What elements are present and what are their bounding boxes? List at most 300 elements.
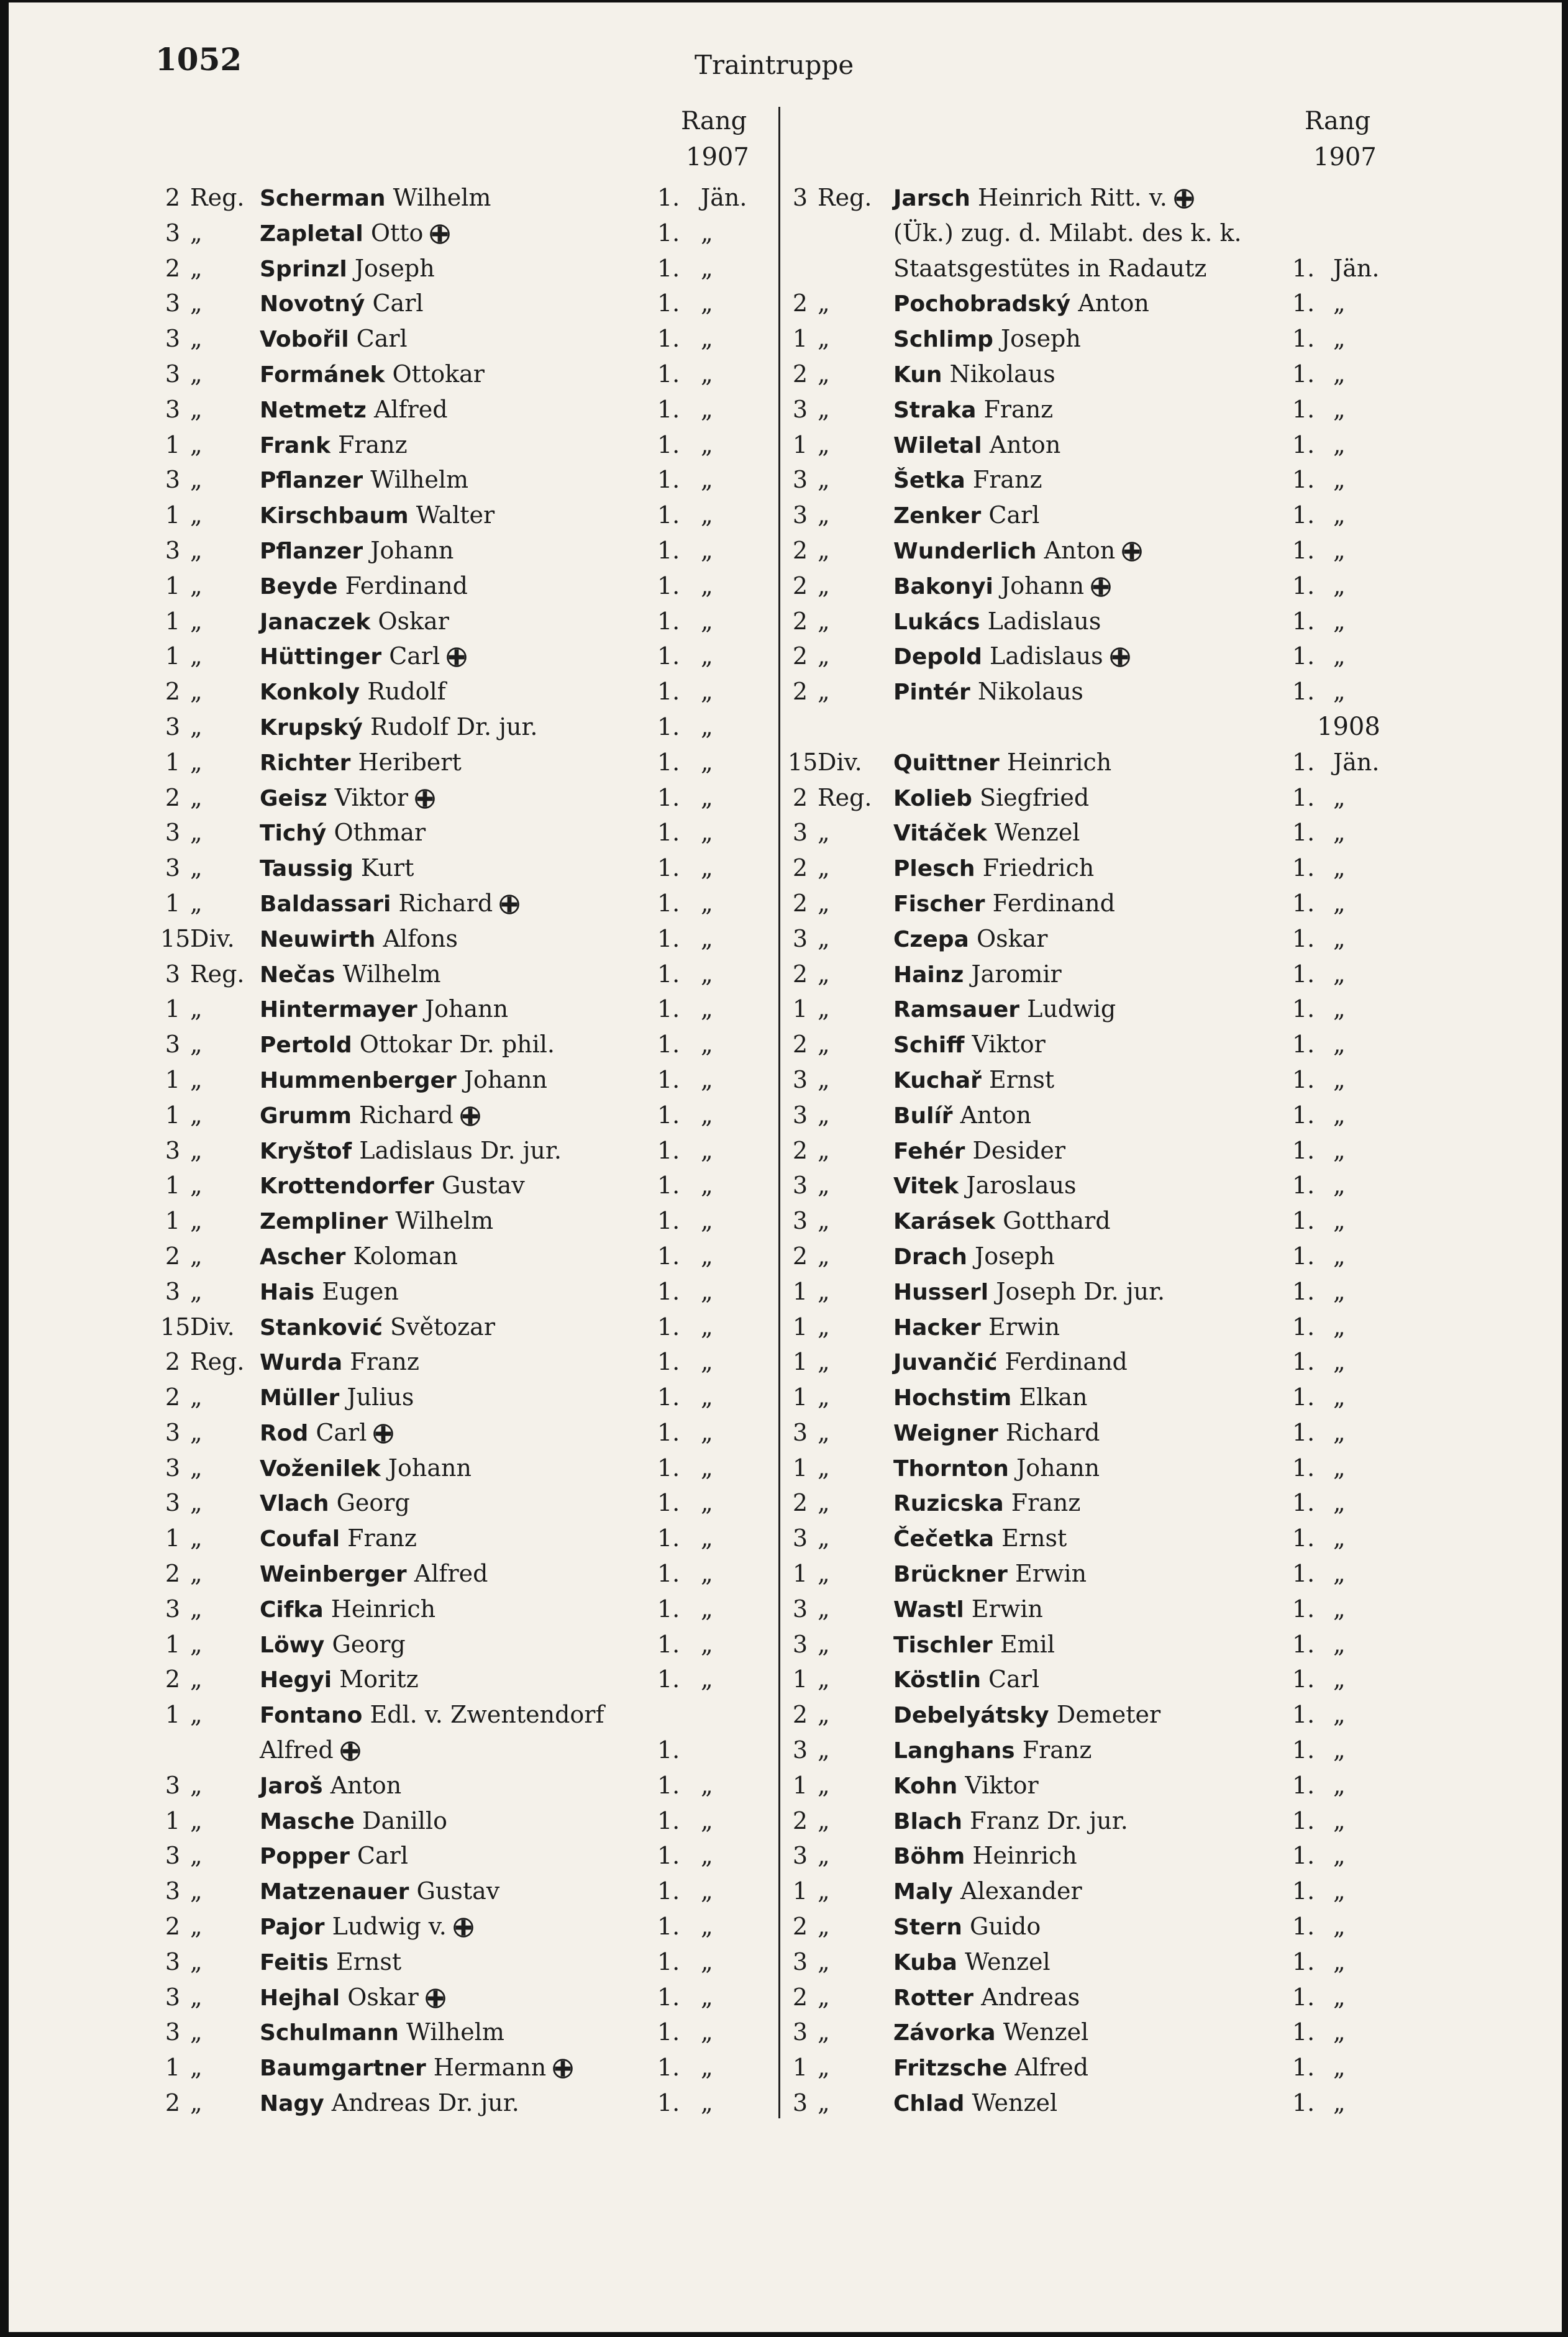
officer-name (260, 1980, 446, 2016)
officer-name (893, 1980, 1080, 2016)
officer-name (260, 745, 462, 781)
surname: Popper (260, 1844, 350, 1870)
regiment-number: 3 (792, 819, 808, 847)
rank-month: „ (1333, 924, 1346, 952)
given-name: Viktor (972, 1031, 1046, 1059)
rank-day: 1. (1292, 783, 1315, 811)
rank-day: 1. (1292, 748, 1315, 776)
unit-type: „ (818, 1207, 830, 1235)
officer-name (260, 251, 435, 288)
surname: Löwy (260, 1632, 325, 1658)
officer-row (160, 1239, 757, 1274)
surname: Fehér (893, 1138, 965, 1164)
surname: Hacker (893, 1314, 981, 1341)
rank-day: 1. (1292, 1524, 1315, 1552)
unit-type: „ (190, 1065, 203, 1093)
rank-month: „ (1333, 960, 1346, 988)
officer-row (160, 498, 757, 533)
officer-row (788, 1415, 1409, 1451)
rank-month: „ (1333, 1877, 1346, 1905)
unit-type: „ (190, 1806, 203, 1834)
officer-row (160, 286, 757, 321)
surname: Pflanzer (260, 468, 363, 494)
officer-name (893, 1592, 1043, 1628)
rank-month: „ (701, 1806, 713, 1834)
regiment-number: 3 (792, 501, 808, 529)
rank-month: „ (1333, 1207, 1346, 1235)
unit-type: „ (190, 289, 203, 317)
officer-name (893, 216, 1242, 252)
rank-month: „ (701, 1418, 713, 1446)
surname: Kohn (893, 1773, 958, 1799)
officer-name (260, 1662, 419, 1698)
officer-row (160, 1451, 757, 1486)
officer-row (788, 1803, 1409, 1839)
surname: Hüttinger (260, 644, 382, 670)
unit-type: „ (190, 395, 203, 423)
rank-day: 1. (657, 1418, 680, 1446)
rank-month: „ (701, 995, 713, 1023)
rank-month: „ (701, 1489, 713, 1517)
rang-label: Rang (1305, 107, 1371, 135)
regiment-number: 3 (165, 289, 181, 317)
surname: Wiletal (893, 432, 982, 458)
military-cross-icon (1121, 541, 1142, 562)
regiment-number: 1 (792, 1277, 808, 1305)
given-name: Alfred (1014, 2054, 1089, 2082)
given-name: Ernst (989, 1065, 1055, 1093)
officer-name (893, 745, 1111, 781)
page-title: Traintruppe (695, 50, 854, 80)
officer-name (260, 392, 448, 429)
surname: Straka (893, 397, 977, 423)
officer-name (893, 1415, 1100, 1452)
rank-month: „ (701, 678, 713, 706)
officer-row (160, 1874, 757, 1909)
regiment-number: 3 (165, 1418, 181, 1446)
unit-type: „ (190, 1101, 203, 1129)
rank-month: „ (1333, 1031, 1346, 1059)
given-name: Wenzel (1003, 2018, 1089, 2046)
officer-name (893, 639, 1131, 675)
unit-type: „ (818, 1136, 830, 1164)
given-name: Franz (983, 395, 1054, 423)
regiment-number: 3 (165, 2018, 181, 2046)
officer-name (260, 427, 408, 464)
given-name: Carl (389, 642, 440, 670)
officer-name (260, 1203, 493, 1240)
regiment-number: 3 (792, 1595, 808, 1623)
rank-day: 1. (1292, 1101, 1315, 1129)
surname: Baumgartner (260, 2056, 426, 2082)
rank-month: „ (1333, 2089, 1346, 2117)
rank-month: „ (701, 1242, 713, 1270)
rank-month: „ (701, 501, 713, 529)
regiment-number: 1 (792, 325, 808, 353)
given-name: Johann (424, 995, 509, 1023)
given-name: Rudolf (367, 678, 446, 706)
officer-row (160, 1733, 757, 1768)
officer-name (893, 1556, 1087, 1593)
rank-day: 1. (1292, 1313, 1315, 1341)
regiment-number: 3 (792, 1524, 808, 1552)
unit-type: „ (190, 1595, 203, 1623)
rank-month: „ (701, 642, 713, 670)
rank-day: 1. (1292, 889, 1315, 917)
unit-type: „ (818, 1031, 830, 1059)
regiment-number: 1 (165, 1172, 181, 1200)
surname: Stern (893, 1915, 962, 1941)
rank-month: „ (701, 1172, 713, 1200)
regiment-number: 3 (165, 466, 181, 494)
unit-type: „ (190, 572, 203, 599)
rank-day: 1. (1292, 1136, 1315, 1164)
unit-type: „ (190, 1489, 203, 1517)
surname: Fontano (260, 1703, 363, 1729)
given-name: Elkan (1019, 1383, 1088, 1411)
officer-row (160, 251, 757, 286)
regiment-number: 3 (165, 1842, 181, 1870)
given-name: Heinrich (972, 1842, 1077, 1870)
rank-day: 1. (1292, 466, 1315, 494)
regiment-number: 3 (165, 854, 181, 882)
officer-row (160, 1592, 757, 1627)
officer-row (160, 1803, 757, 1839)
regiment-number: 3 (792, 1207, 808, 1235)
regiment-number: 2 (792, 1489, 808, 1517)
regiment-number: 3 (792, 1842, 808, 1870)
rank-month: „ (1333, 1560, 1346, 1588)
surname: Fritzsche (893, 2056, 1008, 2082)
surname: Hainz (893, 962, 964, 988)
officer-row (160, 1662, 757, 1697)
rank-month: Jän. (1333, 748, 1380, 776)
unit-type: „ (818, 360, 830, 388)
officer-row (788, 1027, 1409, 1062)
regiment-number: 1 (792, 1383, 808, 1411)
rank-month: „ (701, 1630, 713, 1658)
rang-year: 1907 (1313, 143, 1377, 171)
officer-row (160, 1310, 757, 1345)
officer-row (788, 1768, 1409, 1803)
rank-month: „ (701, 289, 713, 317)
military-cross-icon (1110, 647, 1131, 668)
unit-type: „ (818, 1560, 830, 1588)
regiment-number: 1 (165, 1630, 181, 1658)
given-name: Ludwig v. (332, 1913, 447, 1941)
surname: Depold (893, 644, 982, 670)
given-name: Georg (332, 1630, 406, 1658)
rank-day: 1. (657, 783, 680, 811)
unit-type: „ (190, 430, 203, 458)
rank-month: „ (1333, 607, 1346, 635)
rank-day: 1. (657, 325, 680, 353)
officer-row (160, 180, 757, 216)
unit-type: „ (190, 1136, 203, 1164)
rank-day: 1. (1292, 1277, 1315, 1305)
officer-row (160, 886, 757, 921)
officer-row (788, 1133, 1409, 1168)
officer-name (260, 1239, 458, 1275)
unit-type: „ (190, 748, 203, 776)
given-name: Wilhelm (342, 960, 441, 988)
officer-name (260, 498, 495, 534)
rank-day: 1. (657, 1383, 680, 1411)
rank-day: 1. (657, 501, 680, 529)
officer-name (260, 1380, 414, 1416)
rank-day: 1. (657, 360, 680, 388)
surname: Formánek (260, 362, 385, 388)
regiment-number: 2 (792, 783, 808, 811)
officer-name (893, 1944, 1051, 1981)
regiment-number: 1 (165, 889, 181, 917)
rank-month: „ (701, 2089, 713, 2117)
rank-day: 1. (657, 1065, 680, 1093)
rank-month: „ (701, 1771, 713, 1799)
officer-name (260, 1451, 472, 1487)
rank-month: „ (1333, 1242, 1346, 1270)
surname: Beyde (260, 573, 338, 599)
officer-name (260, 568, 468, 605)
rank-month: „ (701, 1207, 713, 1235)
officer-row (160, 745, 757, 780)
officer-name (893, 1909, 1041, 1946)
officer-name (893, 1733, 1092, 1769)
officer-row (160, 674, 757, 709)
regiment-number: 2 (792, 536, 808, 564)
rang-year: 1907 (686, 143, 749, 171)
unit-type: „ (190, 783, 203, 811)
given-name: Wilhelm (406, 2018, 504, 2046)
unit-type: Div. (190, 924, 235, 952)
regiment-number: 1 (165, 1207, 181, 1235)
rank-day: 1. (1292, 854, 1315, 882)
officer-row (788, 1098, 1409, 1133)
officer-row (788, 1944, 1409, 1980)
rank-day: 1. (1292, 572, 1315, 599)
rank-month: „ (701, 325, 713, 353)
given-name: Edl. v. Zwentendorf (370, 1701, 604, 1729)
regiment-number: 3 (792, 1172, 808, 1200)
given-name: Wenzel (994, 819, 1080, 847)
unit-type: „ (818, 678, 830, 706)
unit-type: „ (190, 1665, 203, 1693)
surname: Weigner (893, 1420, 998, 1446)
surname: Kryštof (260, 1138, 352, 1164)
unit-type: „ (818, 1736, 830, 1764)
military-cross-icon (429, 224, 450, 245)
surname: Pintér (893, 680, 970, 706)
officer-name (893, 1662, 1039, 1698)
officer-row (788, 1662, 1409, 1697)
surname: Frank (260, 432, 330, 458)
surname: Zempliner (260, 1209, 388, 1235)
surname: Nečas (260, 962, 335, 988)
officer-name (260, 2085, 519, 2122)
regiment-number: 3 (165, 1031, 181, 1059)
rank-day: 1. (657, 219, 680, 247)
surname: Neuwirth (260, 926, 376, 952)
regiment-number: 2 (792, 289, 808, 317)
officer-name (260, 674, 446, 711)
surname: Karásek (893, 1209, 996, 1235)
rank-day: 1. (657, 1842, 680, 1870)
officer-name (260, 639, 467, 675)
regiment-number: 2 (165, 254, 181, 282)
rank-day: 1. (1292, 678, 1315, 706)
surname: Šetka (893, 468, 965, 494)
officer-name (260, 1697, 604, 1734)
unit-type: „ (818, 1242, 830, 1270)
officer-row (788, 674, 1409, 709)
rank-day: 1. (1292, 536, 1315, 564)
given-name: Carl (372, 289, 424, 317)
rank-day: 1. (1292, 1842, 1315, 1870)
given-name: Alexander (960, 1877, 1082, 1905)
given-name: Erwin (971, 1595, 1043, 1623)
officer-row (788, 1168, 1409, 1203)
officer-row (788, 1627, 1409, 1662)
given-name: Carl (988, 501, 1040, 529)
officer-name (260, 357, 485, 393)
rank-day: 1. (1292, 1454, 1315, 1482)
officer-row (788, 251, 1409, 286)
officer-row (788, 1239, 1409, 1274)
rank-day: 1. (1292, 501, 1315, 529)
regiment-number: 2 (165, 1560, 181, 1588)
officer-row (160, 392, 757, 427)
rank-month: „ (1333, 395, 1346, 423)
given-name: Heribert (358, 748, 462, 776)
surname: Hummenberger (260, 1067, 457, 1093)
rank-day: 1. (1292, 1665, 1315, 1693)
year-heading-1908: 1908 (1317, 712, 1380, 741)
surname: Baldassari (260, 891, 391, 917)
surname: Richter (260, 750, 351, 776)
unit-type: „ (818, 1913, 830, 1941)
officer-name (260, 850, 414, 887)
surname: Kirschbaum (260, 503, 409, 529)
unit-type: „ (818, 1454, 830, 1482)
officer-name (893, 1027, 1046, 1064)
regiment-number: 2 (792, 1031, 808, 1059)
officer-row (788, 1838, 1409, 1874)
rank-month: „ (701, 1031, 713, 1059)
surname: Stanković (260, 1314, 383, 1341)
surname: Lukács (893, 609, 980, 635)
rank-month: „ (1333, 2018, 1346, 2046)
unit-type: „ (190, 2089, 203, 2117)
surname: Debelyátsky (893, 1703, 1049, 1729)
regiment-number: 2 (165, 1383, 181, 1411)
officer-name (893, 850, 1094, 887)
officer-row (788, 321, 1409, 357)
rank-month: „ (701, 1560, 713, 1588)
officer-name (260, 780, 435, 817)
unit-type: „ (818, 1665, 830, 1693)
unit-type: „ (818, 501, 830, 529)
regiment-number: 1 (792, 1560, 808, 1588)
given-name: Heinrich (1006, 748, 1112, 776)
unit-type: „ (818, 1383, 830, 1411)
officer-name (260, 604, 449, 640)
surname: Jarsch (893, 186, 970, 211)
regiment-number: 3 (165, 536, 181, 564)
unit-type: „ (818, 395, 830, 423)
officer-name (893, 1310, 1060, 1346)
given-name: Othmar (334, 819, 426, 847)
officer-name (260, 921, 458, 958)
rank-month: „ (1333, 2054, 1346, 2082)
officer-name (893, 1521, 1067, 1557)
rank-day: 1. (1292, 1877, 1315, 1905)
regiment-number: 2 (792, 360, 808, 388)
unit-type: „ (818, 1630, 830, 1658)
surname: Drach (893, 1244, 967, 1270)
officer-row (160, 1768, 757, 1803)
surname: Wastl (893, 1597, 964, 1623)
unit-type: „ (818, 1489, 830, 1517)
rank-month: „ (701, 607, 713, 635)
officer-row (788, 1980, 1409, 2015)
officer-row (160, 780, 757, 816)
officer-name (893, 286, 1149, 322)
rank-day: 1. (657, 1913, 680, 1941)
rank-month: „ (701, 1948, 713, 1975)
given-name: Johann (370, 536, 454, 564)
given-name: Wilhelm (395, 1207, 494, 1235)
rank-day: 1. (1292, 1630, 1315, 1658)
rank-month: „ (701, 2054, 713, 2082)
officer-row (788, 1874, 1409, 1909)
military-cross-icon (460, 1106, 481, 1127)
unit-type: „ (818, 430, 830, 458)
unit-type: „ (818, 466, 830, 494)
unit-type: „ (190, 607, 203, 635)
military-cross-icon (425, 1988, 446, 2009)
rank-day: 1. (657, 607, 680, 635)
given-name: Emil (1000, 1630, 1055, 1658)
rank-month: „ (701, 1454, 713, 1482)
unit-type: „ (818, 1771, 830, 1799)
rank-day: 1. (1292, 1207, 1315, 1235)
unit-type: „ (190, 1277, 203, 1305)
surname: Tichý (260, 821, 327, 847)
officer-name (260, 1344, 419, 1381)
rank-month: „ (1333, 1383, 1346, 1411)
officer-name (260, 1768, 401, 1805)
given-name: Andreas (981, 1983, 1080, 2011)
regiment-number: 1 (165, 501, 181, 529)
rank-month: „ (701, 1383, 713, 1411)
regiment-number: 2 (792, 1242, 808, 1270)
rank-day: 1. (657, 642, 680, 670)
given-name: Ottokar Dr. phil. (359, 1031, 555, 1059)
unit-type: „ (818, 1348, 830, 1376)
given-name: Oskar (347, 1983, 419, 2011)
given-name: Nikolaus (977, 678, 1083, 706)
officer-name (260, 957, 441, 993)
surname: Grumm (260, 1103, 352, 1129)
rank-month: „ (1333, 289, 1346, 317)
rank-day: 1. (1292, 995, 1315, 1023)
officer-name (260, 886, 520, 922)
unit-type: „ (818, 607, 830, 635)
regiment-number: 1 (165, 572, 181, 599)
surname: Thornton (893, 1456, 1009, 1482)
surname: Kuba (893, 1949, 957, 1975)
surname: Quittner (893, 750, 1000, 776)
